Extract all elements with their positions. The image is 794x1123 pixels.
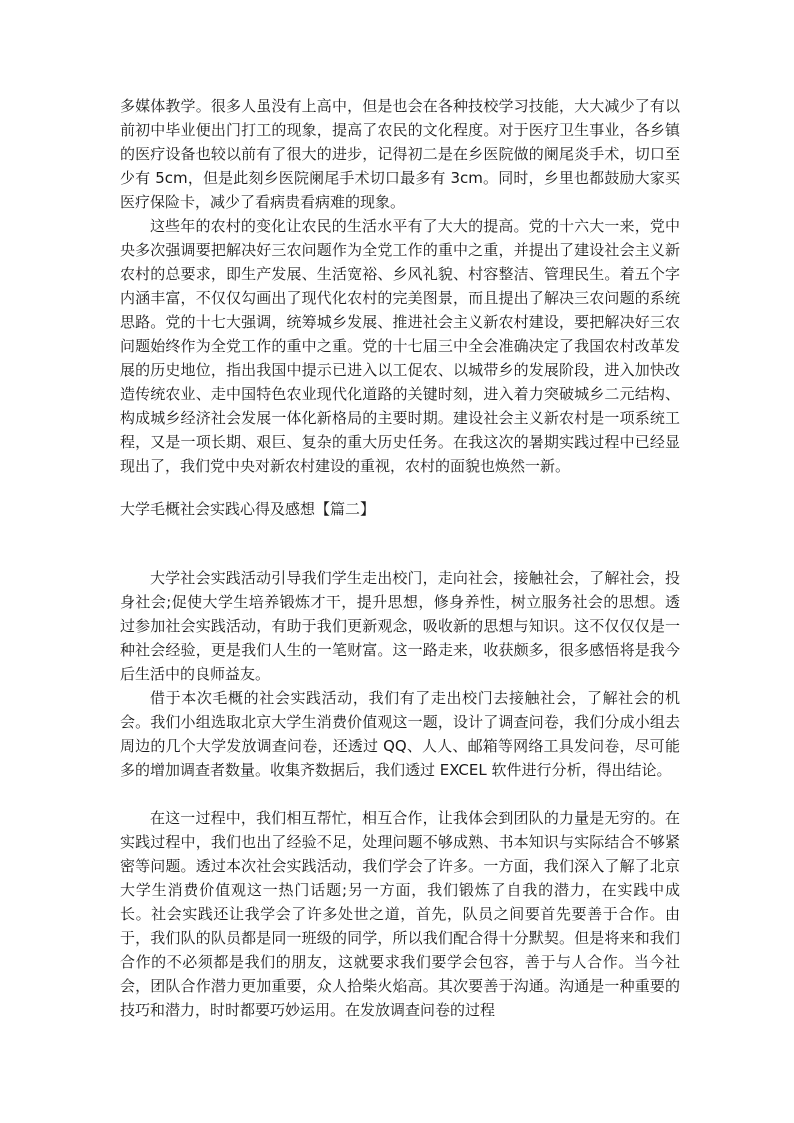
paragraph-2: 这些年的农村的变化让农民的生活水平有了大大的提高。党的十六大一来，党中央多次强调要把解决好三农问题作为全党工作的重中之重，并提出了建设社会主义新农村的总要求，即生产发展、生活宽裕、乡风礼貌、村容整洁、管理民生。着五个字内涵丰富，不仅仅勾画出了现代化农村的完美图景，而且提出了解决三农问题的系统思路。党的十七大强调，统筹城乡发展、推进社会主义新农村建设，要把解决好三农问题始终作为全党工作的重中之重。党的十七届三中全会准确决定了我国农村改革发展的历史地位，指出我国中提示已进入以工促农、以城带乡的发展阶段，进入加快改造传统农业、走中国特色农业现代化道路的关键时刻，进入着力突破城乡二元结构、构成城乡经济社会发展一体化新格局的主要时期。建设社会主义新农村是一项系统工程，又是一项长期、艰巨、复杂的重大历史任务。在我这次的暑期实践过程中已经显现出了，我们党中央对新农村建设的重视，农村的面貌也焕然一新。 <box>120 217 680 475</box>
paragraph-4: 借于本次毛概的社会实践活动，我们有了走出校门去接触社会，了解社会的机会。我们小组选取北京大学生消费价值观这一题，设计了调查问卷，我们分成小组去周边的几个大学发放调查问卷，还透过 QQ、人人、邮箱等网络工具发问卷，尽可能多的增加调查者数量。收集齐数据后，我们透过 EXCEL 软件进行分析，得出结论。 <box>120 689 680 779</box>
section-heading: 大学毛概社会实践心得及感想【篇二】 <box>120 500 376 518</box>
paragraph-5: 在这一过程中，我们相互帮忙，相互合作，让我体会到团队的力量是无穷的。在实践过程中，我们也出了经验不足，处理问题不够成熟、书本知识与实际结合不够紧密等问题。透过本次社会实践活动，我们学会了许多。一方面，我们深入了解了北京大学生消费价值观这一热门话题;另一方面，我们锻炼了自我的潜力，在实践中成长。社会实践还让我学会了许多处世之道，首先，队员之间要首先要善于合作。由于，我们队的队员都是同一班级的同学，所以我们配合得十分默契。但是将来和我们合作的不必须都是我们的朋友，这就要求我们要学会包容，善于与人合作。当今社会，团队合作潜力更加重要，众人拾柴火焰高。其次要善于沟通。沟通是一种重要的技巧和潜力，时时都要巧妙运用。在发放调查问卷的过程 <box>120 809 680 1019</box>
paragraph-3: 大学社会实践活动引导我们学生走出校门，走向社会，接触社会，了解社会，投身社会;促使大学生培养锻炼才干，提升思想，修身养性，树立服务社会的思想。透过参加社会实践活动，有助于我们更新观念，吸收新的思想与知识。这不仅仅仅是一种社会经验，更是我们人生的一笔财富。这一路走来，收获颇多，很多感悟将是我今后生活中的良师益友。 <box>120 569 680 683</box>
paragraph-1: 多媒体教学。很多人虽没有上高中，但是也会在各种技校学习技能，大大减少了有以前初中毕业便出门打工的现象，提高了农民的文化程度。对于医疗卫生事业，各乡镇的医疗设备也较以前有了很大的进步，记得初二是在乡医院做的阑尾炎手术，切口至少有 5cm，但是此刻乡医院阑尾手术切口最多有 3cm。同时，乡里也都鼓励大家买医疗保险卡，减少了看病贵看病难的现象。 <box>120 97 680 211</box>
